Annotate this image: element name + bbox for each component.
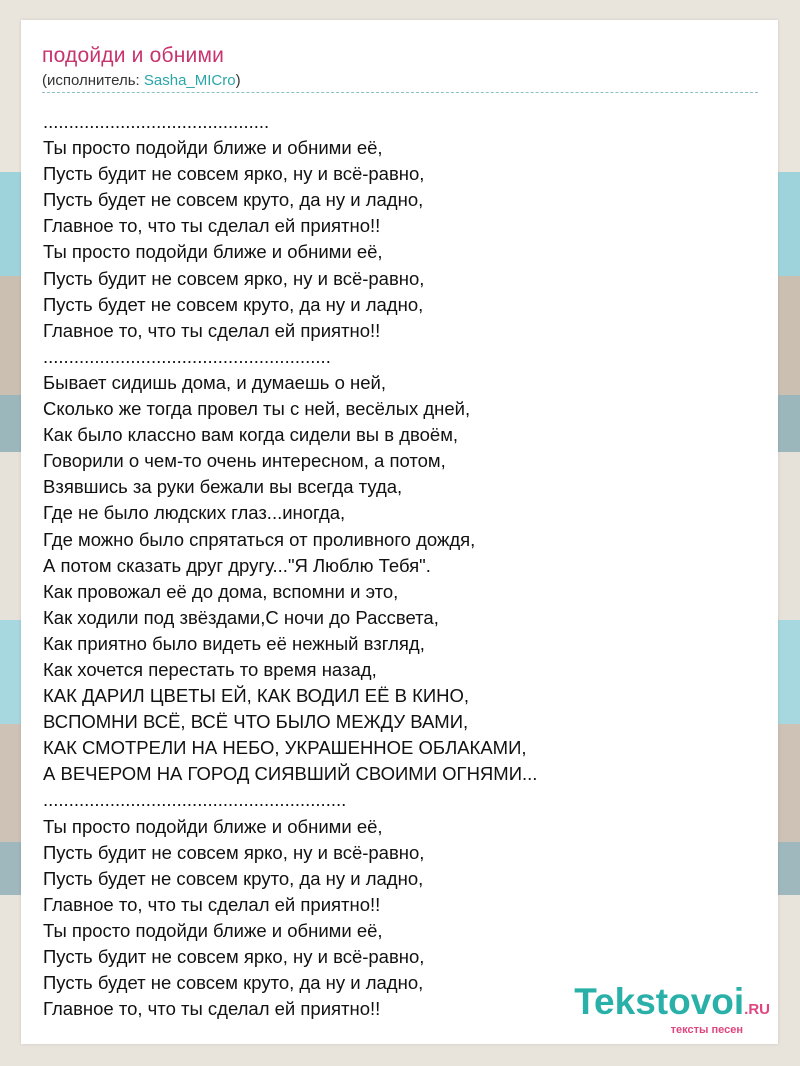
lyric-line: Как приятно было видеть её нежный взгляд, <box>43 632 425 654</box>
lyric-line: ВСПОМНИ ВСЁ, ВСЁ ЧТО БЫЛО МЕЖДУ ВАМИ, <box>43 711 469 733</box>
artist-line <box>42 72 241 89</box>
lyric-line: Пусть будит не совсем ярко, ну и всё-равно, <box>43 163 425 185</box>
lyric-line: ........................................................... <box>43 789 347 811</box>
site-logo[interactable] <box>574 982 770 1036</box>
lyric-line: Пусть будит не совсем ярко, ну и всё-равно, <box>43 841 425 863</box>
artist-prefix: (исполнитель: <box>42 72 144 89</box>
logo-brand: Tekstovoi <box>574 981 745 1022</box>
lyric-line: А ВЕЧЕРОМ НА ГОРОД СИЯВШИЙ СВОИМИ ОГНЯМИ... <box>43 763 538 785</box>
lyric-line: ............................................ <box>43 111 270 132</box>
lyric-line: Главное то, что ты сделал ей приятно!! <box>43 319 381 341</box>
lyric-line: Пусть будит не совсем ярко, ну и всё-равно, <box>43 267 425 289</box>
lyrics-card <box>21 20 778 1044</box>
artist-link[interactable]: Sasha_MICro <box>143 72 236 89</box>
lyric-line: Пусть будит не совсем ярко, ну и всё-равно, <box>43 946 425 967</box>
lyric-line: Взявшись за руки бежали вы всегда туда, <box>43 476 403 498</box>
lyric-line: Главное то, что ты сделал ей приятно!! <box>43 893 381 915</box>
lyric-line: Говорили о чем-то очень интересном, а потом, <box>43 450 446 472</box>
lyric-line: Пусть будет не совсем круто, да ну и ладно, <box>43 293 424 315</box>
lyric-line: ........................................................ <box>43 345 331 367</box>
lyric-line: Как было классно вам когда сидели вы в двоём, <box>43 424 459 446</box>
lyric-line: Главное то, что ты сделал ей приятно!! <box>43 998 381 1020</box>
logo-tld: .RU <box>744 1001 770 1018</box>
lyric-line: Ты просто подойди ближе и обними её, <box>43 137 383 159</box>
lyric-line: КАК СМОТРЕЛИ НА НЕБО, УКРАШЕННОЕ ОБЛАКАМИ, <box>43 737 527 759</box>
logo-tagline: тексты песен <box>670 1024 743 1036</box>
lyric-line: Главное то, что ты сделал ей приятно!! <box>43 215 381 237</box>
lyrics-text <box>43 109 763 1022</box>
lyric-line: Как хочется перестать то время назад, <box>43 658 377 680</box>
lyric-line: Как провожал её до дома, вспомни и это, <box>43 580 399 602</box>
lyric-line: Пусть будет не совсем круто, да ну и ладно, <box>43 867 424 889</box>
lyric-line: Ты просто подойди ближе и обними её, <box>43 815 383 837</box>
lyric-line: Ты просто подойди ближе и обними её, <box>43 241 383 263</box>
song-title: подойди и обними <box>42 44 225 67</box>
lyric-line: Бывает сидишь дома, и думаешь о ней, <box>43 371 386 393</box>
header-divider <box>42 92 758 93</box>
lyric-line: Сколько же тогда провел ты с ней, весёлых дней, <box>43 398 471 420</box>
lyric-line: А потом сказать друг другу..."Я Люблю Тебя". <box>43 554 431 576</box>
lyric-line: Как ходили под звёздами,С ночи до Рассвета, <box>43 606 439 628</box>
lyric-line: КАК ДАРИЛ ЦВЕТЫ ЕЙ, КАК ВОДИЛ ЕЁ В КИНО, <box>43 685 470 707</box>
lyric-line: Где можно было спрятаться от проливного дождя, <box>43 528 476 550</box>
artist-suffix: ) <box>235 72 241 89</box>
lyric-line: Пусть будет не совсем круто, да ну и ладно, <box>43 972 424 994</box>
lyric-line: Пусть будет не совсем круто, да ну и ладно, <box>43 189 424 211</box>
lyric-line: Ты просто подойди ближе и обними её, <box>43 919 383 941</box>
lyric-line: Где не было людских глаз...иногда, <box>43 502 346 524</box>
